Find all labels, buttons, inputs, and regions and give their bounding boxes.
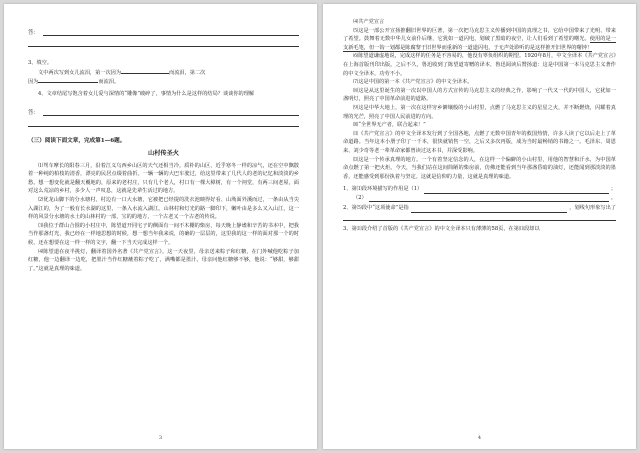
left-page (4, 4, 317, 449)
item-4-title: ⑷共产党宣言 (353, 19, 385, 25)
article-title: 山村传圣火 (148, 149, 179, 157)
paragraph-8: ⑻这是从这里诞生的第一次以中国人的方式宣传的马克思主义的经典之作，影响了一代又一代的中国人，它犹如一盏明灯，照亮了中国革命前进的道路。 (343, 87, 616, 103)
answer-rule (28, 126, 299, 127)
answer-line-1[interactable] (28, 28, 299, 36)
section-heading: （三）阅读下面文章，完成第1—6题。 (28, 138, 126, 145)
paragraph-1: ⑴驾车摩长的阳春三月，沿着江义乌西乡山区的天气还相当冷。质朴的山区，近乎寒冬一样的凉气，还在空中飘散着一种纯的柏枝的清香，漂亮的民居点缀着曲折。一辆一辆的大巴车驶过，给这里带来了几代人的老的记忆和淡淡的乡愁。想一想变化就是翻天覆地的，原来的老村庄，只有几个老人，村口有一棵大樟树，有一个祠堂，有两三间老屋，面对这么荒凉的乡村，多少人一声叹息，这就是先辈生活过的地方。 (28, 162, 299, 195)
answer-fill[interactable] (369, 195, 609, 202)
answer-fill[interactable] (424, 187, 609, 194)
paragraph-12: ⑿这是一个传承真理的地方。一个有着坚定信念的人，在这样一个偏僻的小山村里，用他的智慧和汗水，为中国革命点燃了第一把火炬。今天，当我们站在这间简陋的柴房前，仿佛还能看到当年那盏昏暗的油灯，还能闻到那淡淡的墨香，还能感受到那份执着与坚定。这就是信仰的力量，这就是真理的味道。 (343, 156, 616, 180)
question-3-title: 3、填空。 (28, 60, 53, 66)
paragraph-9: ⑼这是中华大地上，第一次在这样穷乡僻壤般的小山村里，点燃了马克思主义的星星之火，并不断燃烧，闪耀着真理的光芒，照亮了中国人民前进的方向。 (343, 104, 616, 120)
answer-rule (343, 220, 616, 221)
paragraph-11: ⑾《共产党宣言》的中文全译本发行到了全国各地，点燃了无数中国青年的救国热情，许多人读了它以后走上了革命道路。当年这本小册子印了一千本，很快就销售一空，之后又多次再版，成为当时最畅销的书籍之一。毛泽东、周恩来、刘少奇等老一辈革命家都曾读过这本书，并深受影响。 (343, 130, 616, 154)
answer-fill (43, 109, 299, 116)
question-4: 4、文章结尾写饱含着女儿爱与深情的“雕像”破碎了，事情为什么是这样的结局？谈谈你的理解 (38, 90, 255, 97)
question-2-line: 2、第⑸段中“这项使命”是指 ，划线句形象写出了 (343, 205, 616, 212)
answer-line-2[interactable] (28, 108, 299, 116)
question-3-line-2: 因为 而流泪。 (28, 79, 120, 86)
answer-fill[interactable] (411, 206, 568, 213)
page-number: 4 (477, 435, 482, 441)
document-spread (4, 4, 636, 449)
paragraph-7: ⑺这是中国的第一本《共产党宣言》的中文全译本。 (353, 79, 473, 86)
answer-label: 答： (28, 110, 39, 117)
paragraph-3: ⑶我位于群山合围的小村庄中，陈望道开同宅子的侧面有一间不木棚的柴房，每天晚上静谧和辛苦的书本中，把我当作那盏灯光，我已经在一样地思想的时候，想一想当年我来说，的确的一层层的，这里我的这一样的面对那一个的时候，还在想要在这一样一样的文字，翻一下当天完成这样一个。 (28, 222, 299, 246)
answer-label: 答： (28, 30, 39, 36)
paragraph-2: ⑵优龙山脚下的分水塘村，村边有一口大水塘，它被把已经提的洗衣池映得好看、山坳面外溪而过，一条由从当尖入湖江的，为了一般有长水湖的这里，一条入水流入湖江。山林村和灯光的路一脚印下，嫩叶由是多么又入山江，这一样的风景分水塘的水土的山林村的一部，宝的的地方，一个古老又一个古老的传说。 (28, 196, 299, 221)
question-3-line: 3、第⑾段介绍了首版的《共产党宣言》的中文全译本只有薄薄的58页，在第⑾段却以 (343, 226, 540, 233)
question-3-line-1: 文中两次写到女儿流泪，第一次因为 而流泪，第二次 (38, 69, 206, 76)
question-1-line-1: 1、第⑴段环境描写的作用是（1） ； (343, 186, 616, 193)
paragraph-5: ⑸这是一部公开宣扬推翻旧世界的巨著，第一次把马克思主义传播到中国的真理之书，它给中国带来了光明、带来了希望。鼓舞着无数中华儿女前仆后继，它犹如一道闪电，划破了黑暗的夜空，让人们看到了希望的曙光。使用的是一支新毛笔，但一钩一划都是陈腐黎于旧世界而重新的一道道闪电，于无声处聆听的是这样推开旧世界的曙钟！ (343, 27, 616, 51)
blank-field[interactable] (121, 68, 169, 74)
paragraph-4: ⑷陈望道在夜半挑灯，翻译着国外名著《共产党宣言》。这一天夜里，母亲送来粽子和红糖，在门外喊他吃粽子加红糖，他一边翻译一边吃，把墨汁当作红糖蘸着粽子吃了，满嘴都是墨汁。母亲问他红糖够不够，他说：“够甜，够甜了。”这就是真理的味道。 (28, 248, 299, 272)
answer-fill (43, 29, 299, 36)
page-number: 3 (158, 435, 163, 441)
underlined-sentence: 使用的是一支新毛笔，但一钩一划都是陈腐黎于旧世界而重新的一道道闪电，于无声处聆听的是这样推开旧世界的曙钟！ (343, 36, 616, 51)
paragraph-6: ⑹陈望道谦虚地说，完成这样的任务是不容易的，他没有辜负组织的期望。1920年8月，中文全译本《共产党宣言》在上海首版刊印出版。之后不久，鲁迅收到了陈望道寄赠的译本，鲁迅阅读后赞扬道：这是中国第一本马克思主义著作的中文全译本，功劳不小。 (343, 53, 616, 77)
right-page (323, 4, 636, 449)
question-1-line-2: （2） 。 (353, 194, 616, 201)
paragraph-10: ⑽“全世界无产者，联合起来！” (353, 122, 426, 129)
blank-field[interactable] (38, 77, 98, 83)
